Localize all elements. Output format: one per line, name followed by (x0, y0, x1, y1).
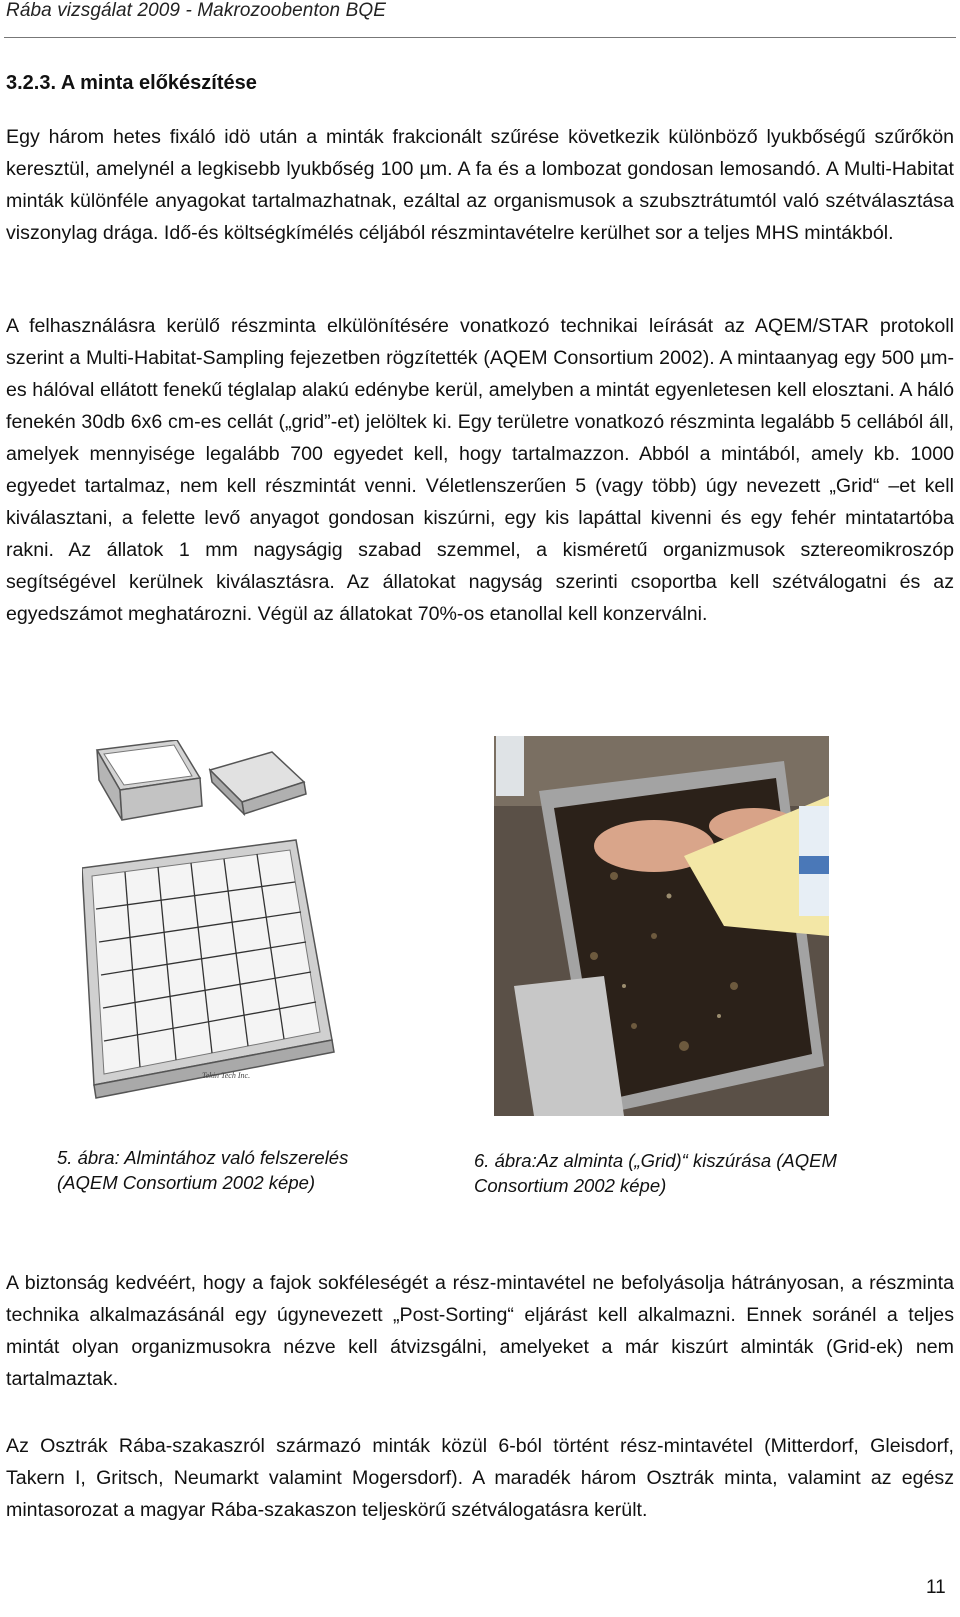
header-rule (4, 37, 956, 38)
figure-6-caption (474, 1148, 914, 1198)
figure-5-caption-line1: 5. ábra: Almintához való felszerelés (57, 1147, 349, 1168)
paragraph-4: Az Osztrák Rába-szakaszról származó minták közül 6-ból történt rész-mintavétel (Mitterdorf, Gleisdorf, Takern I, Gritsch, Neumarkt valamint Mogersdorf). A maradék három Osztrák minta, valamint az egész mintasorozat a magyar Rába-szakaszon teljeskörű szétválogatásra került. (6, 1435, 954, 1521)
figure-6-caption-line1: 6. ábra:Az alminta („Grid)“ kiszúrása (AQEM (474, 1150, 837, 1171)
paragraph-1: Egy három hetes fixáló idö után a minták frakcionált szűrése következik különböző lyukbőségű szűrőkön keresztül, amelynél a legkisebb lyukbőség 100 µm. A fa és a lombozat gondosan lemosandó. A Multi-Habitat minták különféle anyagokat tartalmazhatnak, ezáltal az organismusok a szubsztrátumtól való szétválasztása viszonylag drága. Idő-és költségkímélés céljából részmintavételre kerülhet sor a teljes MHS mintákból. (6, 126, 954, 244)
scoop (210, 752, 306, 814)
figure-5-caption (57, 1145, 397, 1195)
figure-6-grid-photo (494, 736, 829, 1116)
sieve-tray (82, 840, 334, 1098)
tray-label: Tekin Tech Inc. (202, 1071, 251, 1080)
paragraph-2: A felhasználásra kerülő részminta elkülönítésére vonatkozó technikai leírását az AQEM/STAR protokoll szerint a Multi-Habitat-Sampling fejezetben rögzítették (AQEM Consortium 2002). A mintaanyag egy 500 µm-es hálóval ellátott fenekű téglalap alakú edénybe kerül, amelyben a mintát egyenletesen kell elosztani. A háló fenekén 30db 6x6 cm-es cellát („grid”-et) jelöltek ki. Egy területre vonatkozó részminta legalább 5 cellából áll, amelyek mennyisége legalább 700 egyedet kell, hogy tartalmazzon. Abból a mintából, amely kb. 1000 egyedet tartalmaz, nem kell részmintát venni. Véletlenszerűen 5 (vagy több) úgy nevezett „Grid“ –et kell kiválasztani, a felette levő anyagot gondosan kiszúrni, egy kis lapáttal kivenni és egy fehér mintatartóba rakni. Az állatok 1 mm nagyságig szabad szemmel, a kisméretű organizmusok sztereomikroszóp segítségével kerülnek kiválasztásra. Az állatokat nagyság szerinti csoportba kell szétválogatni és az egyedszámot meghatározni. Végül az állatokat 70%-os etanollal kell konzerválni. (6, 315, 954, 625)
figure-5-caption-line2: (AQEM Consortium 2002 képe) (57, 1172, 316, 1193)
paragraph-3: A biztonság kedvéért, hogy a fajok sokféleségét a rész-mintavétel ne befolyásolja hátrányosan, a részminta technika alkalmazásánál egy úgynevezett „Post-Sorting“ eljárást kell alkalmazni. Ennek soránél a teljes mintát olyan organizmusokra nézve kell átvizsgálni, amelyeket a már kiszúrt alminták (Grid-ek) nem tartalmaztak. (6, 1272, 954, 1390)
page-number: 11 (926, 1577, 946, 1598)
figure-5-equipment-image (82, 740, 352, 1105)
running-header: Rába vizsgálat 2009 - Makrozoobenton BQE (6, 0, 386, 21)
section-title: 3.2.3. A minta előkészítése (6, 72, 257, 94)
figure-6-caption-line2: Consortium 2002 képe) (474, 1175, 667, 1196)
square-frame (97, 740, 202, 820)
